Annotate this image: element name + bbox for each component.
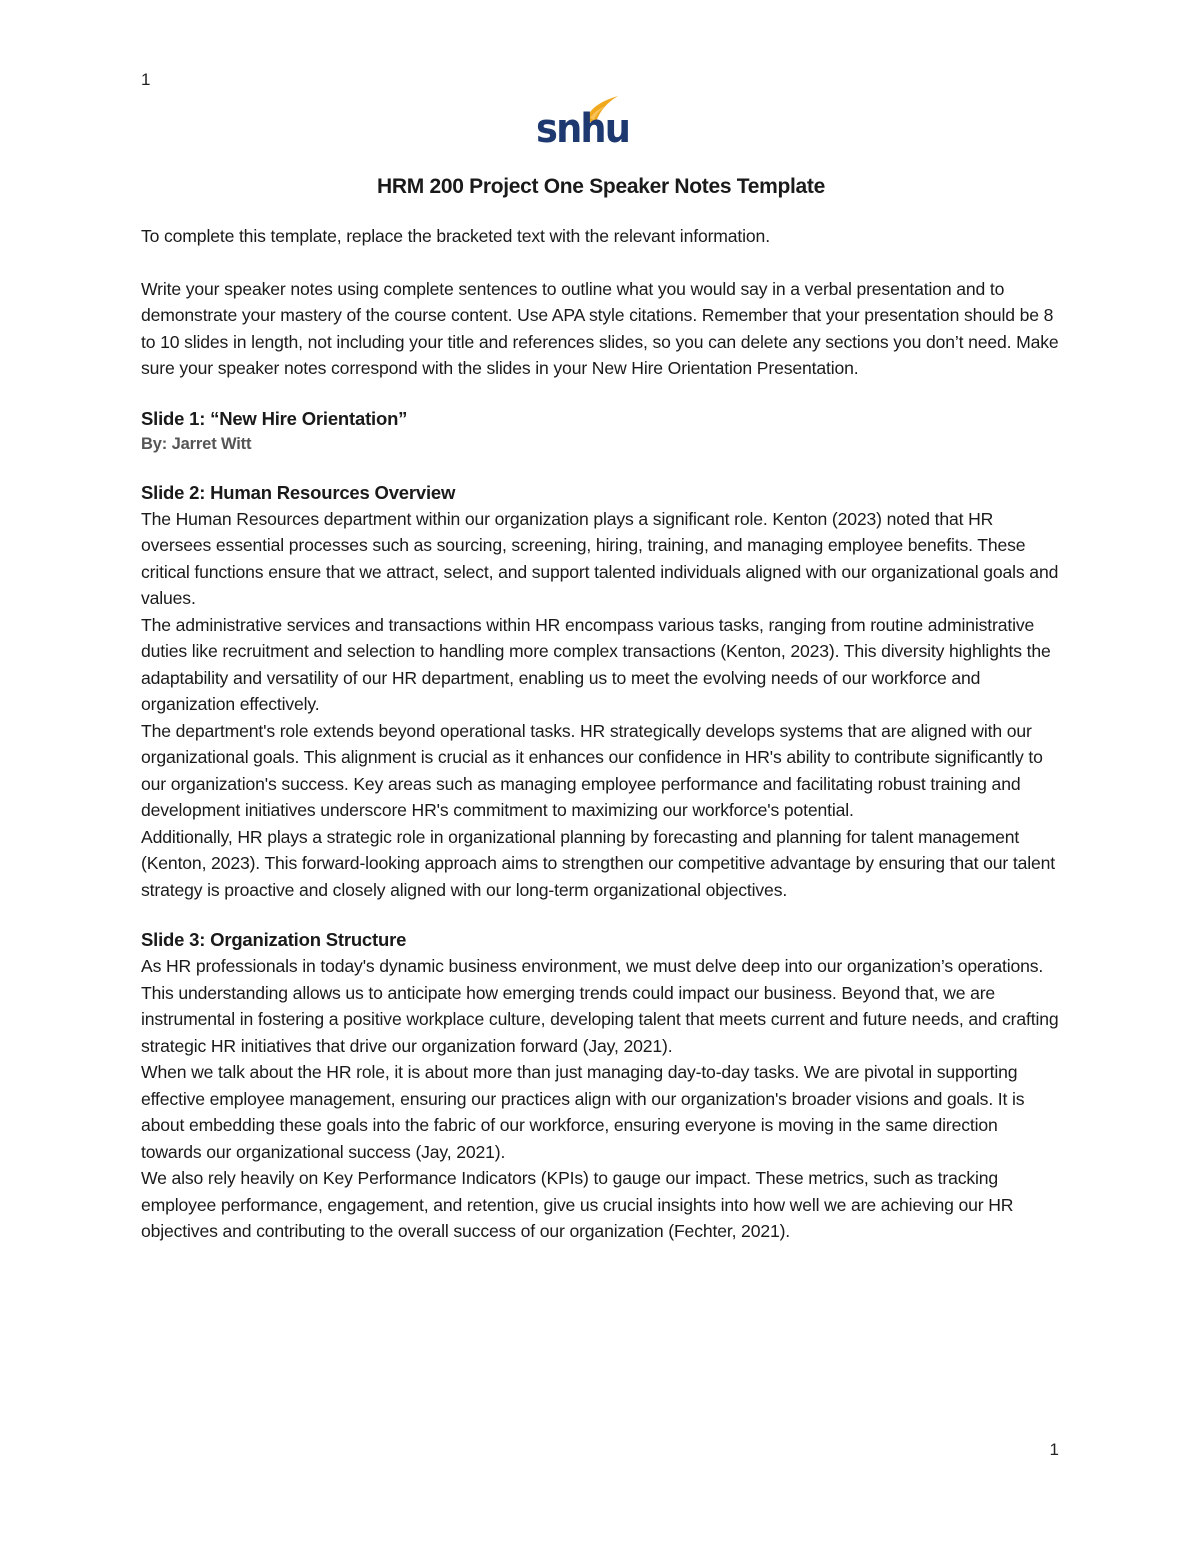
logo-text: snhu [536, 106, 630, 152]
slide3-paragraph: We also rely heavily on Key Performance Indicators (KPIs) to gauge our impact. These metrics, such as tracking employee performance, engagement, and retention, give us crucial insights into how well we are achieving our HR objectives and contributing to the overall success of our organization (Fechter, 2021). [141, 1168, 1014, 1241]
slide2-paragraph: Additionally, HR plays a strategic role in organizational planning by forecasting and planning for talent management (Kenton, 2023). This forward-looking approach aims to strengthen our competitive advantage by ensuring that our talent strategy is proactive and closely aligned with our long-term organizational objectives. [141, 826, 1056, 900]
instructions-line: To complete this template, replace the bracketed text with the relevant information. [141, 226, 770, 246]
instructions-paragraph: Write your speaker notes using complete sentences to outline what you would say in a verbal presentation and to demonstrate your mastery of the course content. Use APA style citations. Remember that your presentation should be 8 to 10 slides in length, not including your title and references slides, so you can delete any sections you don’t need. Make sure your speaker notes correspond with the slides in your New Hire Orientation Presentation. [141, 278, 1059, 378]
slide3-paragraph: When we talk about the HR role, it is about more than just managing day-to-day tasks. We are pivotal in supporting effective employee management, ensuring our practices align with our organization's broader visions and goals. It is about embedding these goals into the fabric of our workforce, ensuring everyone is moving in the same direction towards our organizational success (Jay, 2021). [141, 1062, 1025, 1162]
snhu-logo [536, 94, 630, 154]
slide2-heading: Slide 2: Human Resources Overview [141, 481, 456, 503]
slide2-paragraph: The Human Resources department within our organization plays a significant role. Kenton (2023) noted that HR oversees essential processes such as sourcing, screening, hiring, training, and managing employee benefits. These critical functions ensure that we attract, select, and support talented individuals aligned with our organizational goals and values. [141, 508, 1059, 608]
slide3-heading: Slide 3: Organization Structure [141, 929, 407, 950]
slide2-paragraph: The department's role extends beyond operational tasks. HR strategically develops systems that are aligned with our organizational goals. This alignment is crucial as it enhances our confidence in HR's ability to contribute significantly to our organization's success. Key areas such as managing employee performance and facilitating robust training and development initiatives underscore HR's commitment to maximizing our workforce's potential. [141, 720, 1043, 820]
slide3-paragraph: As HR professionals in today's dynamic business environment, we must delve deep into our organization’s operations. This understanding allows us to anticipate how emerging trends could impact our business. Beyond that, we are instrumental in fostering a positive workplace culture, developing talent that meets current and future needs, and crafting strategic HR initiatives that drive our organization forward (Jay, 2021). [141, 956, 1059, 1056]
page-number-top: 1 [141, 70, 151, 89]
author-line: By: Jarret Witt [141, 434, 252, 453]
slide2-paragraph: The administrative services and transactions within HR encompass various tasks, ranging from routine administrative duties like recruitment and selection to handling more complex transactions (Kenton, 2023). This diversity highlights the adaptability and versatility of our HR department, enabling us to meet the evolving needs of our workforce and organization effectively. [141, 614, 1051, 714]
document-body [141, 175, 1061, 1245]
document-title: HRM 200 Project One Speaker Notes Template [376, 175, 825, 198]
slide1-heading: Slide 1: “New Hire Orientation” [141, 407, 408, 429]
page-number-bottom: 1 [1049, 1440, 1059, 1459]
